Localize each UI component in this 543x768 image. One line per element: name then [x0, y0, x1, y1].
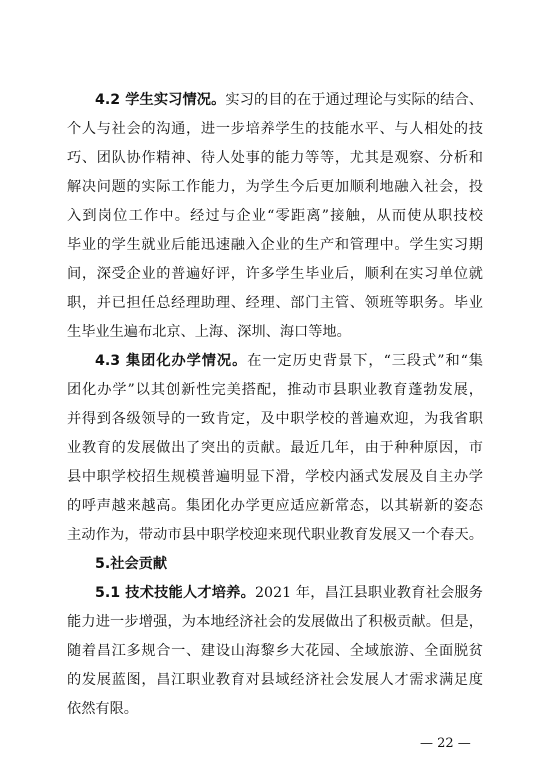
- paragraph-5-1-line-4: 的发展蓝图，昌江职业教育对县域经济社会发展人才需求满足度: [67, 672, 483, 688]
- paragraph-4-2-line-5: 入到岗位工作中。经过与企业“零距离”接触，从而使从职技校: [67, 208, 483, 224]
- paragraph-4-3-line-6: 的呼声越来越高。集团化办学更应适应新常态，以其崭新的姿态: [67, 498, 483, 514]
- paragraph-4-3-line-2: 团化办学”以其创新性完美搭配，推动市县职业教育蓬勃发展，: [67, 382, 483, 398]
- page-number: — 22 —: [420, 736, 471, 751]
- paragraph-5-1-line-3: 随着昌江多规合一、建设山海黎乡大花园、全域旅游、全面脱贫: [67, 643, 483, 659]
- paragraph-4-3-line-4: 业教育的发展做出了突出的贡献。最近几年，由于种种原因，市: [67, 440, 483, 456]
- paragraph-4-2-line-4: 解决问题的实际工作能力，为学生今后更加顺利地融入社会，投: [67, 179, 483, 195]
- paragraph-4-2-line-9: 生毕业生遍布北京、上海、深圳、海口等地。: [67, 324, 351, 340]
- paragraph-5-1-line-5: 依然有限。: [67, 701, 138, 717]
- paragraph-4-3-line-5: 县中职学校招生规模普遍明显下滑，学校内涵式发展及自主办学: [67, 469, 483, 485]
- paragraph-5-1-line-1: 5.1 技术技能人才培养。2021 年，昌江县职业教育社会服务: [95, 585, 483, 601]
- section-heading-4-3: 4.3 集团化办学情况。: [95, 353, 248, 369]
- paragraph-4-2-line-1: 4.2 学生实习情况。实习的目的在于通过理论与实际的结合、: [95, 92, 483, 108]
- paragraph-4-2-line-6: 毕业的学生就业后能迅速融入企业的生产和管理中。学生实习期: [67, 237, 483, 253]
- paragraph-5-1-line-2: 能力进一步增强，为本地经济社会的发展做出了积极贡献。但是，: [67, 614, 483, 630]
- section-heading-5-1: 5.1 技术技能人才培养。: [95, 585, 256, 601]
- paragraph-4-2-line-2: 个人与社会的沟通，进一步培养学生的技能水平、与人相处的技: [67, 121, 483, 137]
- section-heading-5: 5.社会贡献: [95, 556, 168, 572]
- paragraph-4-2-line-3: 巧、团队协作精神、待人处事的能力等等，尤其是观察、分析和: [67, 150, 483, 166]
- paragraph-4-2-line-7: 间，深受企业的普遍好评，许多学生毕业后，顺利在实习单位就: [67, 266, 483, 282]
- section-heading-4-2: 4.2 学生实习情况。: [95, 92, 226, 108]
- paragraph-4-3-line-3: 并得到各级领导的一致肯定，及中职学校的普遍欢迎，为我省职: [67, 411, 483, 427]
- paragraph-4-3-line-7: 主动作为，带动市县中职学校迎来现代职业教育发展又一个春天。: [67, 527, 483, 543]
- paragraph-4-2-line-8: 职，并已担任总经理助理、经理、部门主管、领班等职务。毕业: [67, 295, 483, 311]
- paragraph-4-3-line-1: 4.3 集团化办学情况。在一定历史背景下，“三段式”和“集: [95, 353, 483, 369]
